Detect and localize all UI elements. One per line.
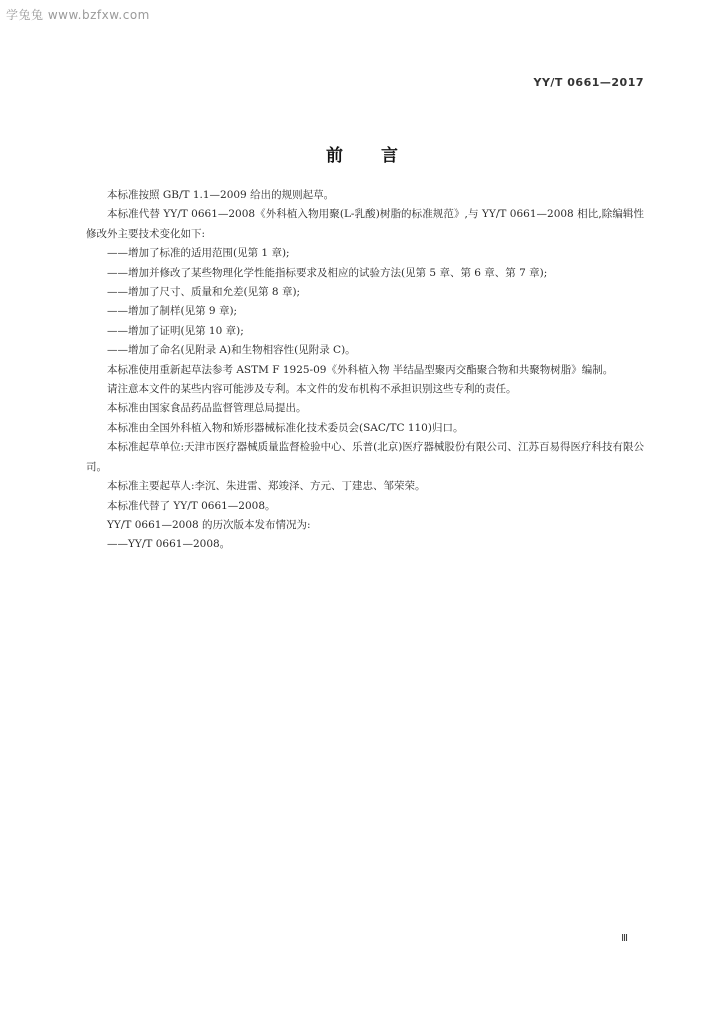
paragraph-history-intro: YY/T 0661—2008 的历次版本发布情况为: — [107, 518, 311, 531]
change-item: ——增加了命名(见附录 A)和生物相容性(见附录 C)。 — [107, 344, 356, 357]
change-item: ——增加并修改了某些物理化学性能指标要求及相应的试验方法(见第 5 章、第 6 章、第 7 章); — [107, 266, 548, 279]
paragraph-proposer: 本标准由国家食品药品监督管理总局提出。 — [107, 402, 307, 415]
paragraph-replacement: 本标准代替 YY/T 0661—2008《外科植入物用聚(L-乳酸)树脂的标准规范》,与 YY/T 0661—2008 相比,除编辑性修改外主要技术变化如下: — [86, 208, 644, 240]
paragraph-drafting-units: 本标准起草单位:天津市医疗器械质量监督检验中心、乐普(北京)医疗器械股份有限公司、江苏百易得医疗科技有限公司。 — [86, 441, 644, 473]
change-item: ——增加了标准的适用范围(见第 1 章); — [107, 247, 290, 260]
page-number: Ⅲ — [621, 933, 628, 944]
watermark: 学兔兔 www.bzfxw.com — [6, 8, 150, 22]
paragraph-drafters: 本标准主要起草人:李沉、朱进雷、郑竣泽、方元、丁建忠、邹荣荣。 — [107, 480, 426, 493]
standard-code: YY/T 0661—2017 — [533, 76, 644, 89]
history-item: ——YY/T 0661—2008。 — [107, 538, 231, 551]
paragraph-committee: 本标准由全国外科植入物和矫形器械标准化技术委员会(SAC/TC 110)归口。 — [107, 421, 464, 434]
paragraph-reference: 本标准使用重新起草法参考 ASTM F 1925-09《外科植入物 半结晶型聚丙交酯聚合物和共聚物树脂》编制。 — [107, 363, 614, 376]
paragraph-drafting-rules: 本标准按照 GB/T 1.1—2009 给出的规则起草。 — [107, 189, 335, 201]
paragraph-supersedes: 本标准代替了 YY/T 0661—2008。 — [107, 499, 276, 512]
paragraph-patent-notice: 请注意本文件的某些内容可能涉及专利。本文件的发布机构不承担识别这些专利的责任。 — [107, 383, 517, 396]
foreword-body — [86, 186, 644, 555]
change-item: ——增加了证明(见第 10 章); — [107, 324, 244, 337]
change-item: ——增加了制样(见第 9 章); — [107, 305, 238, 318]
change-item: ——增加了尺寸、质量和允差(见第 8 章); — [107, 286, 301, 299]
page-title: 前言 — [326, 146, 436, 166]
